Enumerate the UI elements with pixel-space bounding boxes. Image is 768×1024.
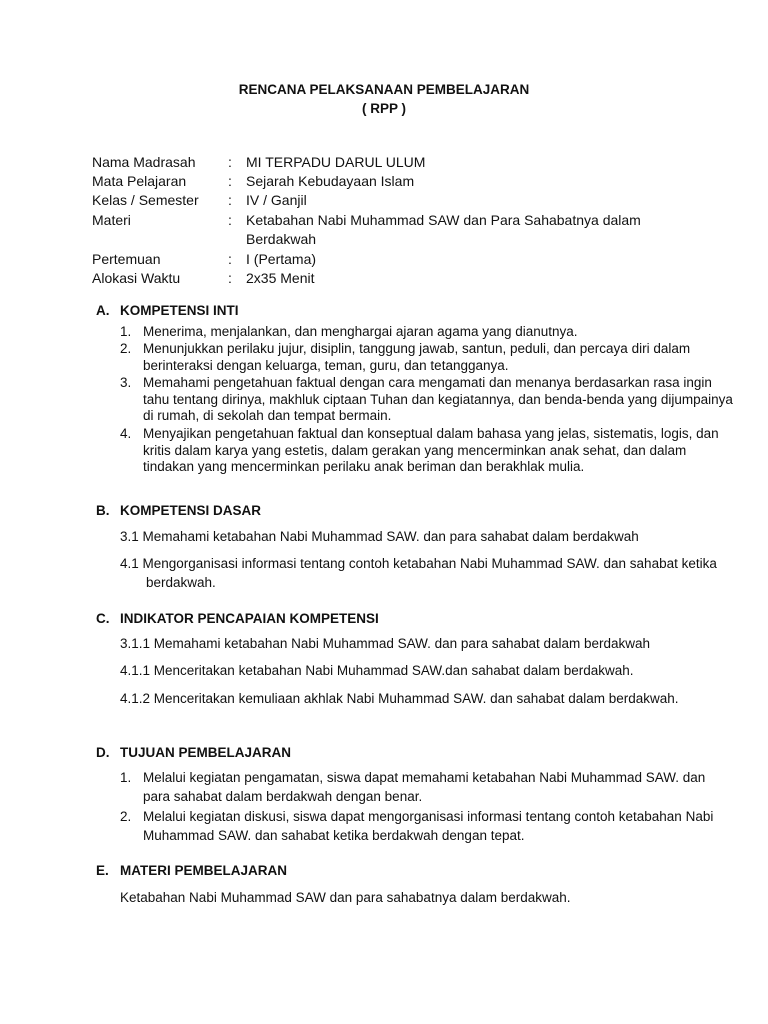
section-letter: B. [96,503,110,518]
identity-label: Alokasi Waktu [92,270,181,286]
identity-colon: : [228,270,232,286]
list-text: 4.1.1 Menceritakan ketabahan Nabi Muhammad SAW.dan sahabat dalam berdakwah. [120,663,634,678]
list-number: 1. [120,770,132,785]
section-title: MATERI PEMBELAJARAN [120,863,288,878]
section-letter: E. [96,863,109,878]
section-heading-c [96,610,379,627]
list-number: 2. [120,341,132,356]
list-text: 4.1.2 Menceritakan kemuliaan akhlak Nabi Muhammad SAW. dan sahabat dalam berdakwah. [120,691,679,706]
list-item [120,768,740,806]
list-number: 1. [120,324,132,339]
identity-colon: : [228,192,232,208]
list-text: Melalui kegiatan pengamatan, siswa dapat memahami ketabahan Nabi Muhammad SAW. dan para sahabat dalam berdakwah dengan benar. [143,770,706,804]
identity-value: Ketabahan Nabi Muhammad SAW dan Para Sahabatnya dalam Berdakwah [246,212,641,247]
list-text: 4.1 Mengorganisasi informasi tentang contoh ketabahan Nabi Muhammad SAW. dan sahabat ketika berdakwah. [120,556,717,590]
list-item [120,324,740,341]
section-title: KOMPETENSI INTI [120,303,239,318]
section-heading-d [96,744,291,761]
section-title: KOMPETENSI DASAR [120,503,262,518]
identity-value: IV / Ganjil [246,192,307,208]
identity-colon: : [228,212,232,228]
identity-colon: : [228,251,232,267]
list-item [120,341,740,374]
list-item [120,689,710,708]
document-title: RENCANA PELAKSANAAN PEMBELAJARAN [238,82,530,97]
list-text: 3.1 Memahami ketabahan Nabi Muhammad SAW. dan para sahabat dalam berdakwah [120,529,639,544]
list-item [120,375,740,425]
section-heading-a [96,302,239,319]
identity-colon: : [228,173,232,189]
material-text: Ketabahan Nabi Muhammad SAW dan para sahabatnya dalam berdakwah. [120,890,571,905]
list-number: 3. [120,375,132,390]
identity-value: Sejarah Kebudayaan Islam [246,173,415,189]
identity-label: Mata Pelajaran [92,173,187,189]
list-item [120,807,740,845]
list-item [120,634,740,653]
list-text: Menunjukkan perilaku jujur, disiplin, tanggung jawab, santun, peduli, dan percaya diri dalam berinteraksi dengan keluarga, teman, guru, dan tetangganya. [143,341,691,373]
list-text: Menyajikan pengetahuan faktual dan konseptual dalam bahasa yang jelas, sistematis, logis, dan kritis dalam karya yang estetis, dalam gerakan yang mencerminkan anak sehat, dan dalam tindakan yang mencerminkan perilaku anak beriman dan berakhlak mulia. [143,426,719,474]
section-heading-b [96,502,261,519]
list-number: 4. [120,426,132,441]
identity-label: Pertemuan [92,251,161,267]
identity-value: MI TERPADU DARUL ULUM [246,154,426,170]
list-number: 2. [120,809,132,824]
section-title: TUJUAN PEMBELAJARAN [120,745,292,760]
section-letter: A. [96,303,110,318]
section-letter: D. [96,745,110,760]
identity-label: Materi [92,212,131,228]
section-heading-e [96,862,287,879]
section-title: INDIKATOR PENCAPAIAN KOMPETENSI [120,611,379,626]
list-item [120,554,720,592]
section-letter: C. [96,611,110,626]
list-item [120,426,740,476]
list-text: Memahami pengetahuan faktual dengan cara mengamati dan menanya berdasarkan rasa ingin tahu tentang dirinya, makhluk ciptaan Tuhan dan kegiatannya, dan benda-benda yang dijumpainya di rumah, di sekolah dan tempat bermain. [143,375,733,423]
identity-label: Kelas / Semester [92,192,199,208]
identity-colon: : [228,154,232,170]
identity-label: Nama Madrasah [92,154,196,170]
identity-value: 2x35 Menit [246,270,315,286]
list-item [120,527,740,546]
document-subtitle: ( RPP ) [361,101,406,116]
identity-value: I (Pertama) [246,251,317,267]
list-text: Melalui kegiatan diskusi, siswa dapat mengorganisasi informasi tentang contoh ketabahan Nabi Muhammad SAW. dan sahabat ketika berdakwah dengan tepat. [143,809,714,843]
list-text: 3.1.1 Memahami ketabahan Nabi Muhammad SAW. dan para sahabat dalam berdakwah [120,636,651,651]
list-text: Menerima, menjalankan, dan menghargai ajaran agama yang dianutnya. [143,324,578,339]
list-item [120,661,740,680]
